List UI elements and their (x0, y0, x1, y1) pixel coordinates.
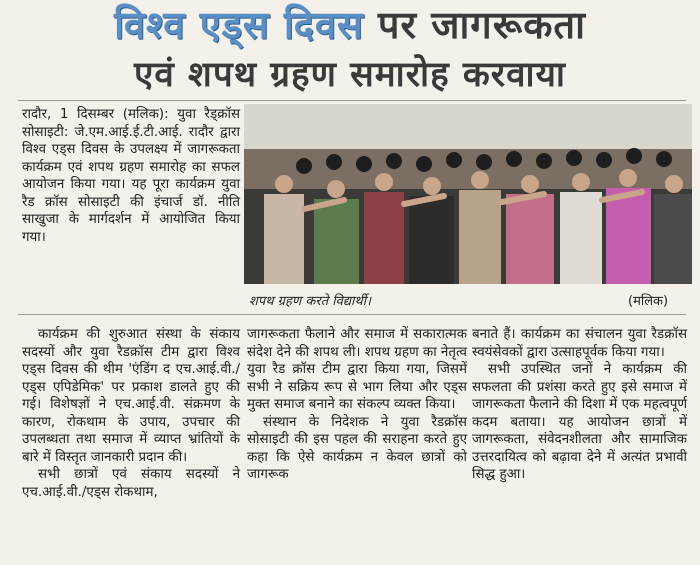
article-column-1 (22, 326, 240, 501)
divider (18, 314, 686, 315)
paragraph: जागरूकता फैलाने और समाज में सकारात्मक संदेश देने की शपथ ली। शपथ ग्रहण का नेतृत्व युवा रैड क्रॉस टीम द्वारा किया गया, जिसमें सभी ने सक्रिय रूप से भाग लिया और एड्स मुक्त समाज बनाने का संकल्प व्यक्त किया। (247, 327, 467, 412)
headline-highlight: विश्व एड्स दिवस (114, 3, 364, 47)
headline-line-2: एवं शपथ ग्रहण समारोह करवाया (134, 55, 566, 95)
article-intro (22, 106, 240, 246)
divider (18, 100, 686, 101)
paragraph: संस्थान के निदेशक ने युवा रैडक्रॉस सोसाइटी की इस पहल की सराहना करते हुए कहा कि ऐसे कार्यक्रम न केवल छात्रों को जागरूक (247, 414, 467, 482)
headline-text: पर जागरूकता (377, 3, 586, 47)
paragraph: कार्यक्रम की शुरुआत संस्था के संकाय सदस्यों और युवा रैडक्रॉस टीम द्वारा विश्व एड्स दिवस की थीम 'एंडिंग द एच.आई.वी./एड्स एपिडेमिक' पर प्रकाश डालते हुए की गई। विशेषज्ञों ने एच.आई.वी. संक्रमण के कारण, रोकथाम के उपाय, उपचार की उपलब्धता तथा समाज में व्याप्त भ्रांतियों के बारे में विस्तृत जानकारी प्रदान की। (22, 327, 240, 465)
intro-paragraph: रादौर, 1 दिसम्बर (मलिक): युवा रैड्क्रॉस सोसाइटी: जे.एम.आई.ई.टी.आई. रादौर द्वारा विश्व एड्स दिवस के उपलक्ष्य में जागरूकता कार्यक्रम एवं शपथ ग्रहण समारोह का सफल आयोजन किया गया। यह पूरा कार्यक्रम युवा रैड क्रॉस सोसाइटी की इंचार्ज डॉ. नीति साखुजा के मार्गदर्शन में आयोजित किया गया। (22, 107, 240, 245)
headline-line-1 (0, 3, 700, 47)
article-column-3 (472, 326, 687, 484)
article-column-2 (247, 326, 467, 484)
photo-students-taking-oath (244, 104, 692, 284)
news-photo (244, 104, 692, 284)
photo-caption: शपथ ग्रहण करते विद्यार्थी। (249, 294, 372, 309)
paragraph: सभी उपस्थित जनों ने कार्यक्रम की सफलता की प्रशंसा करते हुए इसे समाज में जागरूकता फैलाने की दिशा में एक महत्वपूर्ण कदम बताया। यह आयोजन छात्रों में जागरूकता, संवेदनशीलता और सामाजिक उत्तरदायित्व को बढ़ावा देने में अत्यंत प्रभावी सिद्ध हुआ। (472, 362, 687, 482)
photo-credit: (मलिक) (628, 294, 669, 309)
paragraph: बनाते हैं। कार्यक्रम का संचालन युवा रैडक्रॉस स्वयंसेवकों द्वारा उत्साहपूर्वक किया गया। (472, 327, 687, 360)
paragraph: सभी छात्रों एवं संकाय सदस्यों ने एच.आई.वी./एड्स रोकथाम, (22, 467, 240, 500)
